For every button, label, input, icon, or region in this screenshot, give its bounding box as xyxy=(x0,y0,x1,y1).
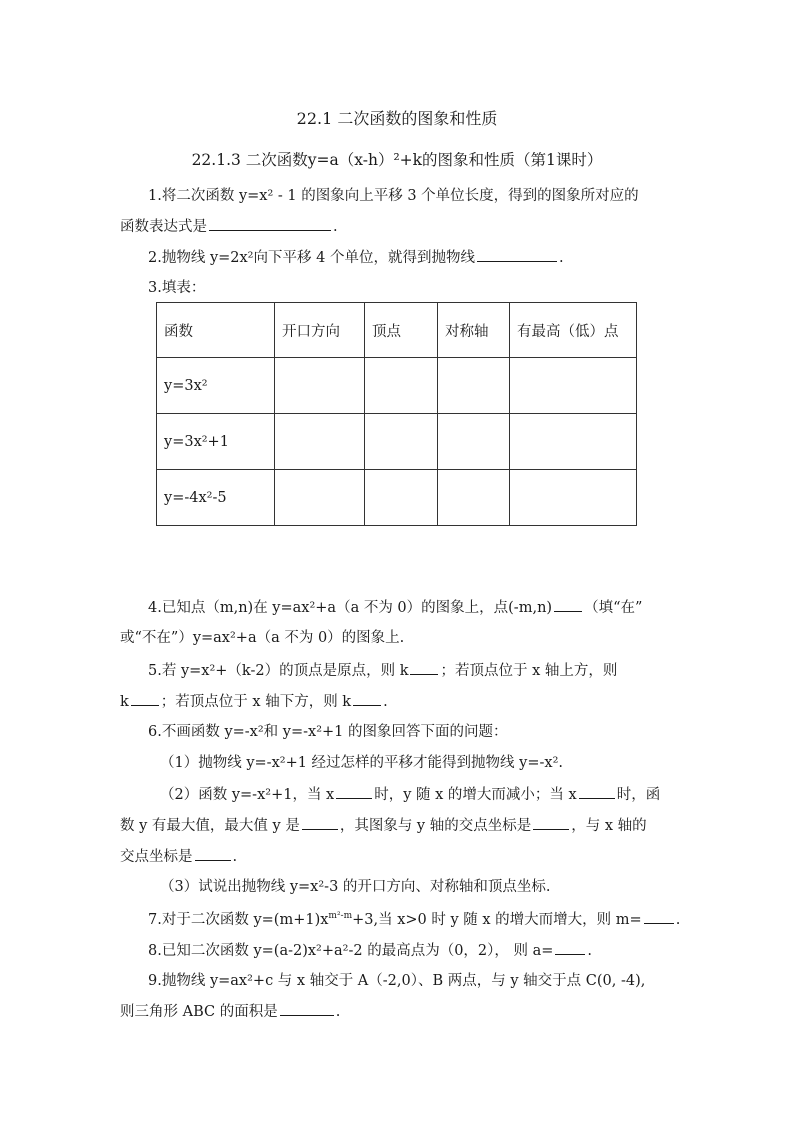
q5-blank-2[interactable] xyxy=(131,691,159,706)
table-row xyxy=(157,358,637,414)
function-cell: y=-4x²-5 xyxy=(157,470,275,526)
q9-end: . xyxy=(335,1004,341,1020)
q2-line xyxy=(148,247,564,268)
q6-part3: （3）试说出抛物线 y=x²-3 的开口方向、对称轴和顶点坐标. xyxy=(160,879,551,895)
fill-table xyxy=(156,302,637,526)
q7-line xyxy=(148,909,680,930)
q6-text-d: 数 y 有最大值，最大值 y 是 xyxy=(120,818,300,834)
q7-text-b: +3,当 x>0 时 y 随 x 的增大而增大，则 m= xyxy=(352,912,642,928)
header-cell: 开口方向 xyxy=(275,303,365,358)
q4-text-a: 4.已知点（m,n)在 y=ax²+a（a 不为 0）的图象上，点(-m,n) xyxy=(148,600,553,616)
q1-answer-blank[interactable] xyxy=(209,216,331,231)
q6-text-f: ，与 x 轴的 xyxy=(571,818,647,834)
q6-part2-line3 xyxy=(120,846,237,867)
q5-text-a: 5.若 y=x²+（k-2）的顶点是原点，则 k xyxy=(148,663,409,679)
q1-end: . xyxy=(333,219,338,235)
q1-line2 xyxy=(120,216,338,237)
q6-text-c: 时，函 xyxy=(616,787,661,803)
answer-cell[interactable] xyxy=(438,470,510,526)
answer-cell[interactable] xyxy=(365,470,438,526)
answer-cell[interactable] xyxy=(275,470,365,526)
q6-blank-4[interactable] xyxy=(533,815,569,830)
q8-line xyxy=(148,940,592,961)
header-cell: 对称轴 xyxy=(438,303,510,358)
q3-label: 3.填表： xyxy=(148,280,206,296)
answer-cell[interactable] xyxy=(438,358,510,414)
q6-text-b: 时，y 随 x 的增大而减小；当 x xyxy=(374,787,577,803)
q6-part1: （1）抛物线 y=-x²+1 经过怎样的平移才能得到抛物线 y=-x². xyxy=(160,755,563,771)
q7-answer-blank[interactable] xyxy=(644,909,674,924)
q9-text: 则三角形 ABC 的面积是 xyxy=(120,1004,278,1020)
table-header-row xyxy=(157,303,637,358)
q2-answer-blank[interactable] xyxy=(477,247,557,262)
header-cell: 顶点 xyxy=(365,303,438,358)
q1-prefix: 函数表达式是 xyxy=(120,219,207,235)
q6-blank-2[interactable] xyxy=(579,784,615,799)
answer-cell[interactable] xyxy=(510,470,637,526)
q6-intro: 6.不画函数 y=-x²和 y=-x²+1 的图象回答下面的问题： xyxy=(148,724,508,740)
function-cell: y=3x²+1 xyxy=(157,414,275,470)
answer-cell[interactable] xyxy=(438,414,510,470)
header-cell: 有最高（低）点 xyxy=(510,303,637,358)
lesson-subtitle: 22.1.3 二次函数y=a（x-h）²+k的图象和性质（第1课时） xyxy=(191,151,603,169)
q9-answer-blank[interactable] xyxy=(280,1001,334,1016)
q9-line1: 9.抛物线 y=ax²+c 与 x 轴交于 A（-2,0）、B 两点，与 y 轴交于点 C(0, -4), xyxy=(148,973,646,989)
q5-text-c: k xyxy=(120,694,129,710)
answer-cell[interactable] xyxy=(365,414,438,470)
q6-text-a: （2）函数 y=-x²+1，当 x xyxy=(160,787,335,803)
q6-blank-3[interactable] xyxy=(302,815,338,830)
q4-answer-blank[interactable] xyxy=(554,597,582,612)
q5-text-d: ；若顶点位于 x 轴下方，则 k xyxy=(160,694,352,710)
q6-part2-line2 xyxy=(120,815,647,836)
section-title: 22.1 二次函数的图象和性质 xyxy=(296,109,498,128)
q6-part2-line1 xyxy=(160,784,660,805)
q8-end: . xyxy=(587,943,593,959)
q5-line1 xyxy=(148,660,617,681)
q7-exponent: m²-m xyxy=(328,911,353,922)
table-row xyxy=(157,414,637,470)
q8-answer-blank[interactable] xyxy=(555,940,585,955)
q2-end: . xyxy=(558,250,564,266)
answer-cell[interactable] xyxy=(510,358,637,414)
q6-text-h: . xyxy=(232,849,238,865)
q5-line2 xyxy=(120,691,388,712)
q7-end: . xyxy=(675,912,681,928)
table-row xyxy=(157,470,637,526)
answer-cell[interactable] xyxy=(365,358,438,414)
answer-cell[interactable] xyxy=(275,414,365,470)
q5-blank-3[interactable] xyxy=(353,691,381,706)
q9-line2 xyxy=(120,1001,340,1022)
answer-cell[interactable] xyxy=(275,358,365,414)
q2-text: 2.抛物线 y=2x²向下平移 4 个单位，就得到抛物线 xyxy=(148,250,475,266)
q4-line1 xyxy=(148,597,642,618)
answer-cell[interactable] xyxy=(510,414,637,470)
q5-blank-1[interactable] xyxy=(410,660,438,675)
q6-text-e: ，其图象与 y 轴的交点坐标是 xyxy=(339,818,532,834)
header-cell: 函数 xyxy=(157,303,275,358)
q5-text-e: . xyxy=(383,694,388,710)
q7-text-a: 7.对于二次函数 y=(m+1)x xyxy=(148,912,329,928)
function-cell: y=3x² xyxy=(157,358,275,414)
q1-line1: 1.将二次函数 y=x² - 1 的图象向上平移 3 个单位长度，得到的图象所对应的 xyxy=(148,188,639,204)
q4-text-b: （填“在” xyxy=(584,600,643,616)
q6-blank-5[interactable] xyxy=(195,846,231,861)
q6-blank-1[interactable] xyxy=(336,784,372,799)
q4-line2: 或“不在”）y=ax²+a（a 不为 0）的图象上. xyxy=(120,630,405,646)
q5-text-b: ；若顶点位于 x 轴上方，则 xyxy=(440,663,618,679)
q8-text: 8.已知二次函数 y=(a-2)x²+a²-2 的最高点为（0，2）， 则 a= xyxy=(148,943,554,959)
q6-text-g: 交点坐标是 xyxy=(120,849,193,865)
